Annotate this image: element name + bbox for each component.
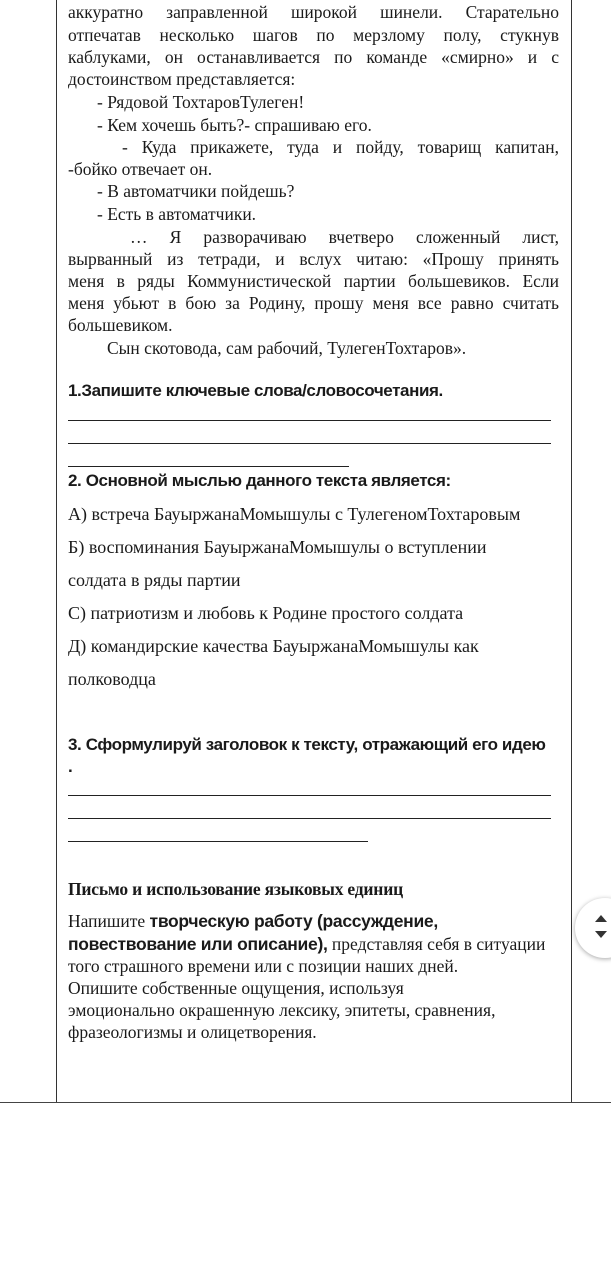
chevron-up-icon: [595, 915, 607, 922]
story-line: отпечатав несколько шагов по мерзлому полу, стукнув: [68, 25, 559, 45]
writing-task-line-2: [68, 933, 559, 956]
question-3-title: 3. Сформулируй заголовок к тексту, отражающий его идею: [68, 735, 546, 754]
option-a: А) встреча БауыржанаМомышулы с ТулегеномТохтаровым: [68, 504, 521, 524]
story-line: достоинством представляется:: [68, 69, 296, 89]
option-b-cont: солдата в ряды партии: [68, 570, 241, 590]
writing-bold-2: повествование или описание),: [68, 934, 328, 954]
story-signature: Сын скотовода, сам рабочий, ТулегенТохтаров».: [107, 338, 467, 358]
story-line: большевиком.: [68, 315, 173, 335]
dialogue-line: - В автоматчики пойдешь?: [97, 181, 295, 201]
story-line: каблуками, он останавливается по команде «смирно» и с: [68, 47, 559, 67]
question-2-title: 2. Основной мыслью данного текста является:: [68, 471, 451, 490]
writing-intro: Напишите: [68, 911, 150, 931]
dialogue-line: - Кем хочешь быть?- спрашиваю его.: [97, 115, 372, 135]
answer-line[interactable]: [68, 466, 349, 467]
writing-rest-1: представляя себя в ситуации: [327, 934, 546, 954]
question-3-trail: .: [68, 757, 73, 776]
chevron-down-icon: [595, 931, 607, 938]
option-d: Д) командирские качества БауыржанаМомышулы как: [68, 636, 479, 656]
story-line: аккуратно заправленной широкой шинели. Старательно: [68, 2, 559, 22]
answer-line[interactable]: [68, 818, 551, 819]
writing-task-line-5: эмоционально окрашенную лексику, эпитеты, сравнения,: [68, 1000, 496, 1020]
option-d-cont: полководца: [68, 669, 156, 689]
story-line: меня убьют в бою за Родину, прошу меня все равно считать: [68, 293, 559, 313]
scroll-up-down-button[interactable]: [575, 898, 611, 958]
writing-section-title: Письмо и использование языковых единиц: [68, 879, 403, 899]
story-line: … Я разворачиваю вчетверо сложенный лист,: [130, 227, 559, 247]
dialogue-line: - Рядовой ТохтаровТулеген!: [97, 92, 305, 112]
dialogue-line: - Куда прикажете, туда и пойду, товарищ капитан,: [122, 137, 559, 157]
answer-line[interactable]: [68, 841, 368, 842]
writing-task-line-1: [68, 910, 559, 933]
story-line: вырванный из тетради, и вслух читаю: «Прошу принять: [68, 249, 559, 269]
writing-task-line-4: Опишите собственные ощущения, используя: [68, 978, 404, 998]
question-1-title: 1.Запишите ключевые слова/словосочетания.: [68, 381, 443, 400]
dialogue-line: -бойко отвечает он.: [68, 159, 213, 179]
writing-bold-1: творческую работу (рассуждение,: [149, 911, 438, 931]
story-line: меня в ряды Коммунистической партии большевиков. Если: [68, 271, 559, 291]
dialogue-line: - Есть в автоматчики.: [97, 204, 257, 224]
option-b: Б) воспоминания БауыржанаМомышулы о вступлении: [68, 537, 487, 557]
answer-line[interactable]: [68, 795, 551, 796]
page-bottom-border: [0, 1102, 611, 1103]
writing-task-line-6: фразеологизмы и олицетворения.: [68, 1022, 317, 1042]
answer-line[interactable]: [68, 443, 551, 444]
option-c: С) патриотизм и любовь к Родине простого солдата: [68, 603, 464, 623]
writing-task-line-3: того страшного времени или с позиции наших дней.: [68, 956, 459, 976]
answer-line[interactable]: [68, 420, 551, 421]
